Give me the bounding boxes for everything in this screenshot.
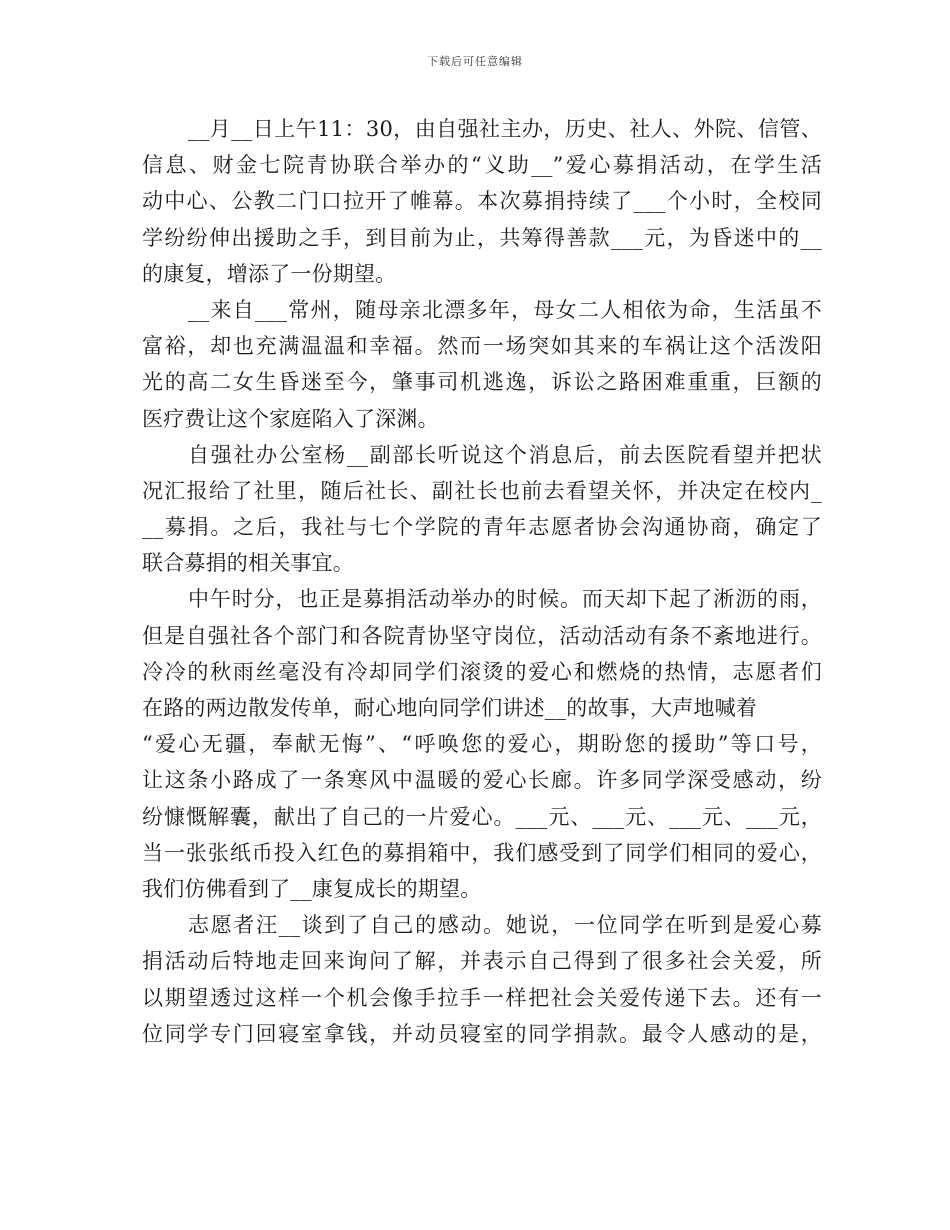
paragraph-1-line-1: __月__日上午11：30，由自强社主办，历史、社人、外院、信管、 — [188, 117, 822, 141]
paragraph-3-line-1: 自强社办公室杨__副部长听说这个消息后，前去医院看望并把状 — [188, 442, 822, 467]
paragraph-4-line-4: 在路的两边散发传单，耐心地向同学们讲述__的故事，大声地喊着 — [142, 696, 757, 720]
paragraph-2-line-3: 光的高二女生昏迷至今，肇事司机逃逸，诉讼之路困难重重，巨额的 — [142, 370, 822, 395]
paragraph-1-line-2: 信息、财金七院青协联合举办的“义助__”爱心募捐活动，在学生活 — [142, 153, 822, 178]
paragraph-2-line-4: 医疗费让这个家庭陷入了深渊。 — [142, 406, 439, 431]
paragraph-4-line-2: 但是自强社各个部门和各院青协坚守岗位，活动活动有条不紊地进行。 — [142, 623, 822, 648]
page-header-note: 下载后可任意编辑 — [427, 55, 523, 68]
paragraph-1-line-3: 动中心、公教二门口拉开了帷幕。本次募捐持续了___个小时，全校同 — [142, 189, 822, 214]
paragraph-3-line-2: 况汇报给了社里，随后社长、副社长也前去看望关怀，并决定在校内_ — [142, 478, 822, 503]
paragraph-4-line-7: 纷慷慨解囊，献出了自己的一片爱心。___元、___元、___元、___元， — [142, 804, 822, 829]
paragraph-3-line-4: 联合募捐的相关事宜。 — [142, 551, 354, 576]
paragraph-2-line-1: __来自___常州，随母亲北漂多年，母女二人相依为命，生活虽不 — [188, 297, 822, 322]
paragraph-5-line-4: 位同学专门回寝室拿钱，并动员寝室的同学捐款。最令人感动的是， — [142, 1021, 822, 1046]
paragraph-5-line-2: 捐活动后特地走回来询问了解，并表示自己得到了很多社会关爱，所 — [142, 949, 822, 974]
paragraph-4-line-3: 冷冷的秋雨丝毫没有冷却同学们滚烫的爱心和燃烧的热情，志愿者们 — [142, 659, 822, 684]
paragraph-1-line-5: 的康复，增添了一份期望。 — [142, 261, 397, 286]
article-body — [142, 111, 822, 1052]
paragraph-1-line-4: 学纷纷伸出援助之手，到目前为止，共筹得善款___元，为昏迷中的__ — [142, 225, 822, 250]
paragraph-2-line-2: 富裕，却也充满温温和幸福。然而一场突如其来的车祸让这个活泼阳 — [142, 334, 822, 359]
paragraph-5-line-1: 志愿者汪__谈到了自己的感动。她说，一位同学在听到是爱心募 — [188, 913, 822, 938]
paragraph-4-line-5: “爱心无疆，奉献无悔”、“呼唤您的爱心，期盼您的援助”等口号， — [142, 732, 822, 757]
paragraph-4-line-8: 当一张张纸币投入红色的募捐箱中，我们感受到了同学们相同的爱心， — [142, 840, 822, 865]
paragraph-3-line-3: __募捐。之后，我社与七个学院的青年志愿者协会沟通协商，确定了 — [142, 515, 822, 540]
paragraph-4-line-9: 我们仿佛看到了__康复成长的期望。 — [142, 876, 482, 901]
paragraph-4-line-1: 中午时分，也正是募捐活动举办的时候。而天却下起了淅沥的雨， — [188, 587, 822, 612]
paragraph-5-line-3: 以期望透过这样一个机会像手拉手一样把社会关爱传递下去。还有一 — [142, 985, 822, 1010]
paragraph-4-line-6: 让这条小路成了一条寒风中温暖的爱心长廊。许多同学深受感动，纷 — [142, 768, 822, 793]
